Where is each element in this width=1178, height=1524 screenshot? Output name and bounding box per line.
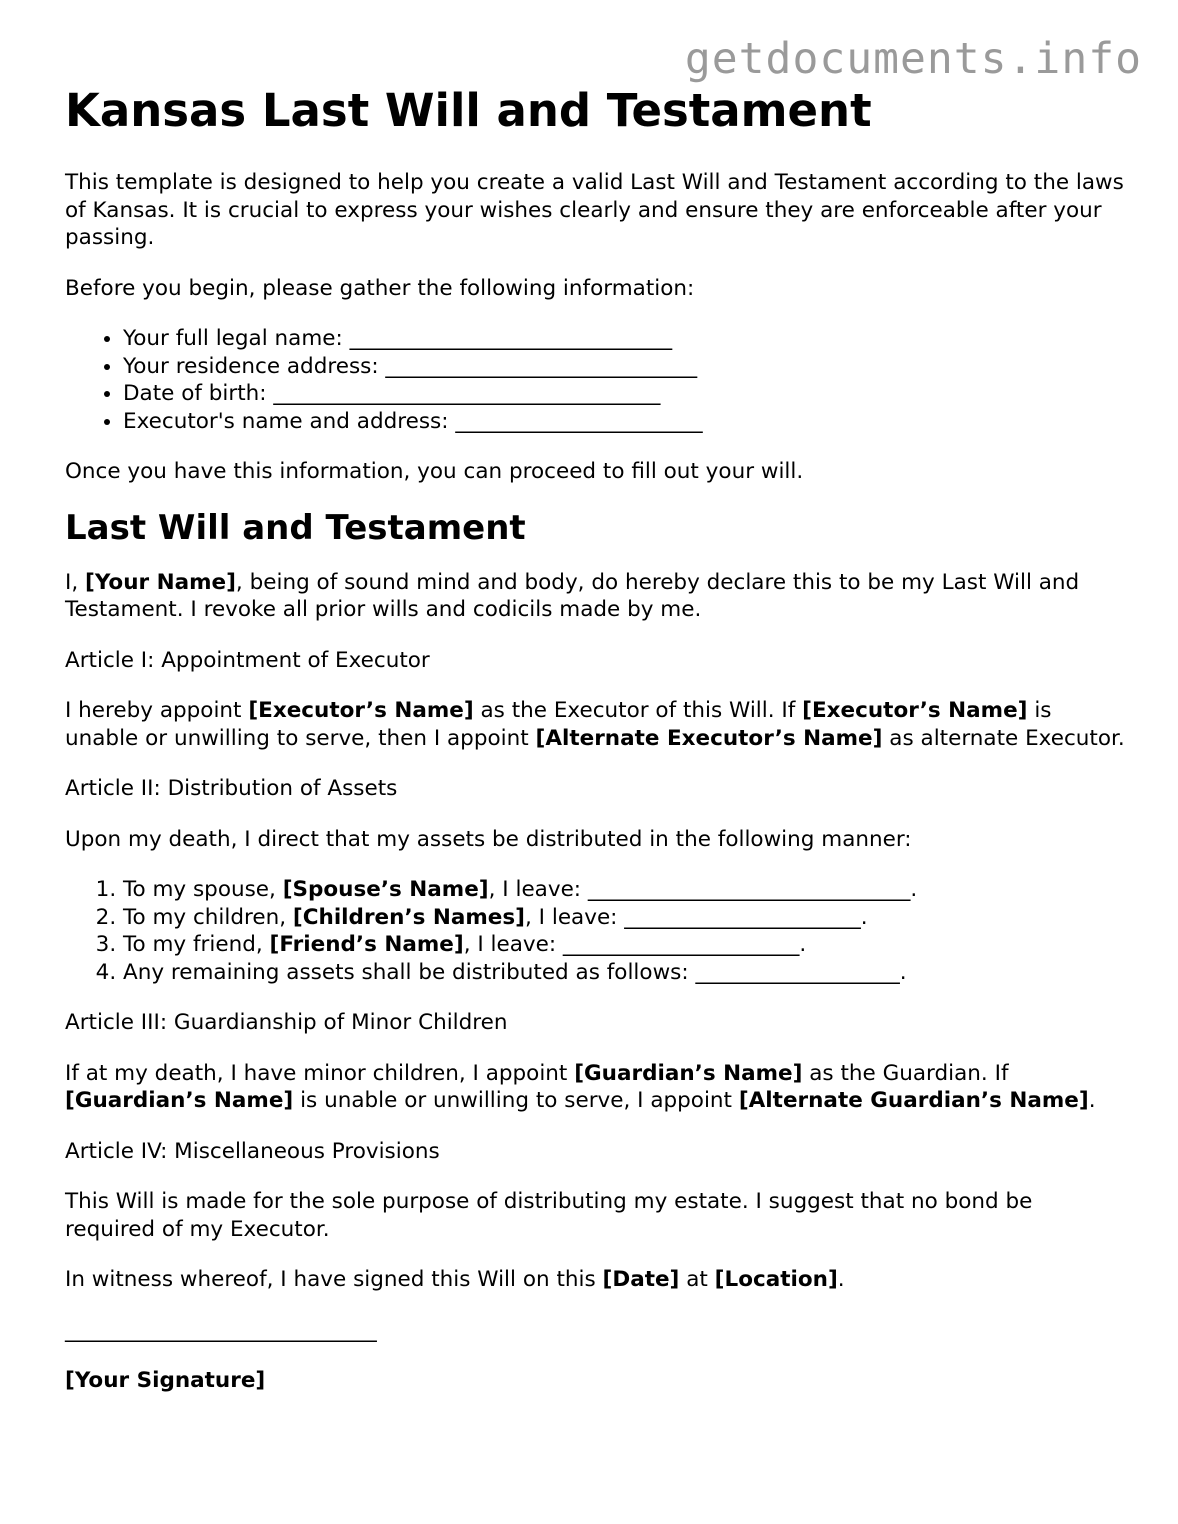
article-2-heading: Article II: Distribution of Assets xyxy=(65,776,398,801)
proceed-paragraph: Once you have this information, you can proceed to fill out your will. xyxy=(65,459,804,484)
article-2-intro: Upon my death, I direct that my assets be distributed in the following manner: xyxy=(65,826,912,852)
list-item: • Your full legal name: ______________________________ xyxy=(123,325,1125,353)
placeholder-executor-name: [Executor’s Name] xyxy=(802,698,1028,723)
article-1-heading: Article I: Appointment of Executor xyxy=(65,647,430,673)
placeholder-executor-name: [Executor’s Name] xyxy=(248,698,474,723)
article-1-text: I hereby appoint [Executor’s Name] as the Executor of this Will. If [Executor’s Name] is unable or unwilling to serve, then I appoint [Alternate Executor’s Name] as alternate Executor. xyxy=(65,698,1125,751)
placeholder-alternate-executor: [Alternate Executor’s Name] xyxy=(535,725,883,751)
watermark: getdocuments.info xyxy=(684,34,1142,84)
list-item: 2. To my children, [Children’s Names], I leave: ______________________. xyxy=(123,904,1125,932)
signature-label: [Your Signature] xyxy=(65,1368,266,1393)
list-item: • Date of birth: ____________________________________ xyxy=(123,380,1125,408)
list-item: • Executor's name and address: _______________________ xyxy=(123,408,1125,436)
placeholder-friend-name: [Friend’s Name] xyxy=(269,932,464,957)
article-4-heading: Article IV: Miscellaneous Provisions xyxy=(65,1138,440,1164)
will-heading: Last Will and Testament xyxy=(65,507,526,548)
placeholder-guardian-name: [Guardian’s Name] xyxy=(574,1060,803,1086)
gather-intro: Before you begin, please gather the following information: xyxy=(65,275,695,301)
placeholder-children-names: [Children’s Names] xyxy=(292,904,525,930)
placeholder-date: [Date] xyxy=(602,1267,680,1292)
list-item: 4. Any remaining assets shall be distributed as follows: ___________________. xyxy=(123,959,1125,987)
placeholder-guardian-name: [Guardian’s Name] xyxy=(65,1088,294,1113)
intro-paragraph: This template is designed to help you create a valid Last Will and Testament according to the laws of Kansas. It is crucial to express your wishes clearly and ensure they are enforceable after your passing. xyxy=(65,170,1124,250)
distribution-list xyxy=(65,876,1125,986)
list-item: 3. To my friend, [Friend’s Name], I leave: ______________________. xyxy=(123,931,1125,959)
signature-line: _____________________________ xyxy=(65,1317,377,1343)
gather-list xyxy=(65,325,1125,435)
placeholder-your-name: [Your Name] xyxy=(85,569,236,595)
list-item: 1. To my spouse, [Spouse’s Name], I leave: ______________________________. xyxy=(123,876,1125,904)
placeholder-alternate-guardian: [Alternate Guardian’s Name] xyxy=(738,1088,1089,1113)
article-3-heading: Article III: Guardianship of Minor Children xyxy=(65,1010,508,1035)
list-item: • Your residence address: _____________________________ xyxy=(123,353,1125,381)
document-title: Kansas Last Will and Testament xyxy=(65,84,872,137)
document-body xyxy=(65,84,1125,1395)
article-4-text: This Will is made for the sole purpose of distributing my estate. I suggest that no bond be required of my Executor. xyxy=(65,1189,1033,1242)
article-3-text: If at my death, I have minor children, I appoint [Guardian’s Name] as the Guardian. If [Guardian’s Name] is unable or unwilling to serve, I appoint [Alternate Guardian’s Name]. xyxy=(65,1060,1096,1113)
placeholder-spouse-name: [Spouse’s Name] xyxy=(282,877,489,902)
declaration-paragraph: I, [Your Name], being of sound mind and body, do hereby declare this to be my Last Will and Testament. I revoke all prior wills and codicils made by me. xyxy=(65,569,1080,622)
placeholder-location: [Location] xyxy=(714,1267,838,1292)
witness-paragraph: In witness whereof, I have signed this Will on this [Date] at [Location]. xyxy=(65,1267,845,1292)
